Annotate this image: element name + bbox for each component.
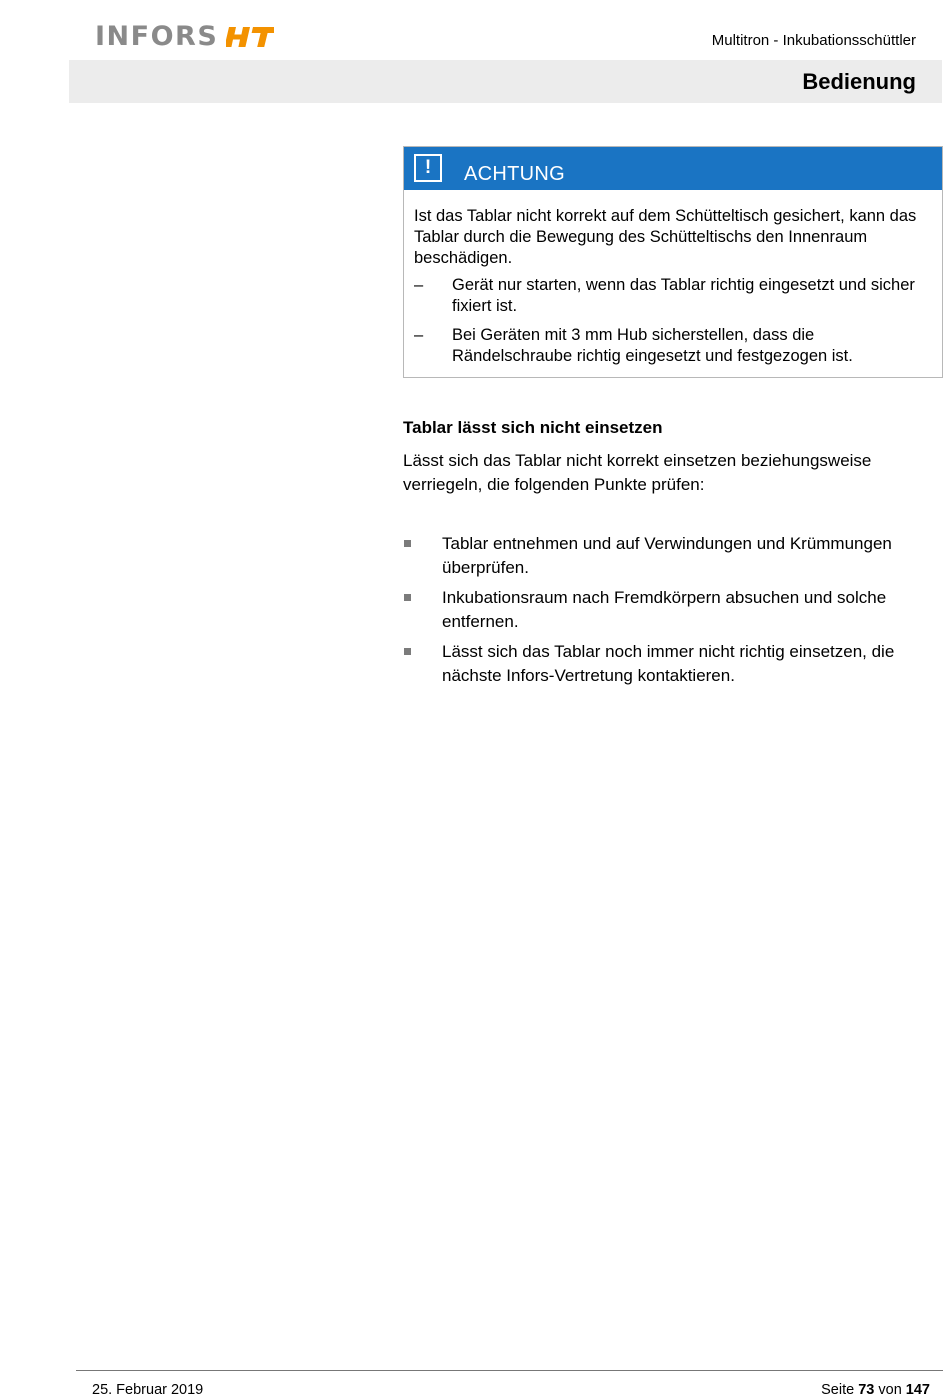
notice-action-text: Bei Geräten mit 3 mm Hub sicherstellen, dass die Rändelschraube richtig eingesetzt und festgezogen ist. [452,326,853,365]
document-title: Multitron - Inkubationsschüttler [711,32,916,49]
notice-body [404,190,942,377]
square-bullet-icon [403,532,442,579]
notice-box [403,146,943,378]
page-current: 73 [858,1382,875,1398]
notice-action [414,275,932,317]
page-total: 147 [905,1382,930,1398]
company-logo [95,22,274,52]
section-intro: Lässt sich das Tablar nicht korrekt einsetzen beziehungsweise verriegeln, die folgenden Punkte prüfen: [403,451,872,494]
square-bullet-icon [403,640,442,687]
list-item [403,532,943,579]
footer-date: 25. Februar 2019 [92,1382,204,1398]
page-prefix: Seite [821,1382,855,1398]
list-item-text: Inkubationsraum nach Fremdkörpern absuchen und solche entfernen. [442,588,887,631]
check-list [403,532,943,694]
list-item [403,640,943,687]
page-separator: von [878,1382,902,1398]
dash-marker: – [414,276,424,294]
notice-header [404,147,942,190]
list-item [403,586,943,633]
notice-text: Ist das Tablar nicht korrekt auf dem Schütteltisch gesichert, kann das Tablar durch die Bewegung des Schütteltischs den Innenraum beschädigen. [414,207,917,267]
notice-title: ACHTUNG [464,163,565,185]
notice-action [414,325,932,367]
list-item-text: Lässt sich das Tablar noch immer nicht richtig einsetzen, die nächste Infors-Vertretung kontaktieren. [442,642,895,685]
section-heading: Tablar lässt sich nicht einsetzen [403,418,663,437]
chapter-title: Bedienung [802,69,916,94]
logo-ht-mark [226,25,274,49]
dash-marker: – [414,326,424,344]
square-bullet-icon [403,586,442,633]
chapter-bar [69,60,942,103]
exclamation-icon: ! [414,154,442,182]
list-item-text: Tablar entnehmen und auf Verwindungen und Krümmungen überprüfen. [442,534,892,577]
footer-divider [76,1370,943,1371]
page-number [821,1382,930,1398]
notice-action-text: Gerät nur starten, wenn das Tablar richtig eingesetzt und sicher fixiert ist. [452,276,915,315]
logo-text: INFORS [95,21,219,52]
